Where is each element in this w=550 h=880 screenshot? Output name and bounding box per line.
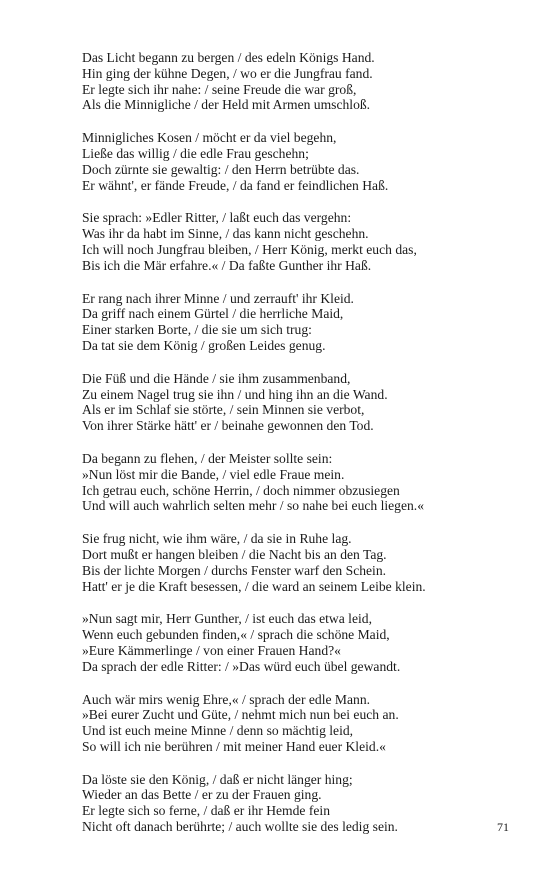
verse-line: Da begann zu flehen, / der Meister sollte sein: xyxy=(82,450,333,466)
stanza xyxy=(82,692,522,755)
stanza xyxy=(82,772,522,835)
verse-line: Die Füß und die Hände / sie ihm zusammenband, xyxy=(82,370,351,386)
verse-line: Er wähnt', er fände Freude, / da fand er feindlichen Haß. xyxy=(82,177,389,193)
verse-line: Da tat sie dem König / großen Leides genug. xyxy=(82,337,326,353)
page-number: 71 xyxy=(497,820,509,834)
stanza xyxy=(82,531,522,594)
verse-line: Zu einem Nagel trug sie ihn / und hing ihn an die Wand. xyxy=(82,386,388,402)
stanza xyxy=(82,130,522,193)
verse-line: Als die Minnigliche / der Held mit Armen umschloß. xyxy=(82,97,371,113)
verse-line: Wenn euch gebunden finden,« / sprach die schöne Maid, xyxy=(82,627,390,643)
verse-line: Hatt' er je die Kraft besessen, / die ward an seinem Leibe klein. xyxy=(82,578,426,594)
verse-line: Was ihr da habt im Sinne, / das kann nicht geschehn. xyxy=(82,226,369,242)
verse-line: Dort mußt er hangen bleiben / die Nacht bis an den Tag. xyxy=(82,546,387,562)
verse-line: Das Licht begann zu bergen / des edeln Königs Hand. xyxy=(82,50,375,65)
verse-line: Als er im Schlaf sie störte, / sein Minnen sie verbot, xyxy=(82,402,365,418)
verse-line: Da sprach der edle Ritter: / »Das würd euch übel gewandt. xyxy=(82,658,401,674)
verse-line: Und ist euch meine Minne / denn so mächtig leid, xyxy=(82,723,354,739)
verse-line: Auch wär mirs wenig Ehre,« / sprach der edle Mann. xyxy=(82,691,371,707)
verse-line: Ich getrau euch, schöne Herrin, / doch nimmer obzusiegen xyxy=(82,482,400,498)
verse-line: »Nun löst mir die Bande, / viel edle Fraue mein. xyxy=(82,466,345,482)
stanza xyxy=(82,50,522,113)
verse-line: Und will auch wahrlich selten mehr / so nahe bei euch liegen.« xyxy=(82,498,425,514)
verse-line: Er legte sich so ferne, / daß er ihr Hemde fein xyxy=(82,803,330,819)
verse-line: Von ihrer Stärke hätt' er / beinahe gewonnen den Tod. xyxy=(82,418,374,434)
verse-line: »Nun sagt mir, Herr Gunther, / ist euch das etwa leid, xyxy=(82,611,372,627)
stanza xyxy=(82,371,522,434)
stanza xyxy=(82,210,522,273)
verse-line: Bis ich die Mär erfahre.« / Da faßte Gunther ihr Haß. xyxy=(82,257,372,273)
verse-line: Er rang nach ihrer Minne / und zerrauft' ihr Kleid. xyxy=(82,290,354,306)
verse-line: Wieder an das Bette / er zu der Frauen ging. xyxy=(82,787,322,803)
verse-line: Ich will noch Jungfrau bleiben, / Herr König, merkt euch das, xyxy=(82,241,417,257)
verse-line: Minnigliches Kosen / möcht er da viel begehn, xyxy=(82,130,337,146)
stanza xyxy=(82,611,522,674)
verse-line: Da griff nach einem Gürtel / die herrliche Maid, xyxy=(82,306,344,322)
verse-line: Hin ging der kühne Degen, / wo er die Jungfrau fand. xyxy=(82,65,373,81)
verse-line: »Bei eurer Zucht und Güte, / nehmt mich nun bei euch an. xyxy=(82,707,399,723)
verse-line: Er legte sich ihr nahe: / seine Freude die war groß, xyxy=(82,81,357,97)
verse-line: Da löste sie den König, / daß er nicht länger hing; xyxy=(82,771,353,787)
verse-line: Doch zürnte sie gewaltig: / den Herrn betrübte das. xyxy=(82,161,360,177)
stanza xyxy=(82,291,522,354)
verse-line: So will ich nie berühren / mit meiner Hand euer Kleid.« xyxy=(82,738,386,754)
verse-line: Nicht oft danach berührte; / auch wollte sie des ledig sein. xyxy=(82,819,398,835)
verse-line: Bis der lichte Morgen / durchs Fenster warf den Schein. xyxy=(82,562,387,578)
poem-text xyxy=(82,50,522,852)
verse-line: Sie frug nicht, wie ihm wäre, / da sie in Ruhe lag. xyxy=(82,531,352,547)
verse-line: »Eure Kämmerlinge / von einer Frauen Hand?« xyxy=(82,642,341,658)
verse-line: Ließe das willig / die edle Frau geschehn; xyxy=(82,145,309,161)
stanza xyxy=(82,451,522,514)
verse-line: Einer starken Borte, / die sie um sich trug: xyxy=(82,322,312,338)
verse-line: Sie sprach: »Edler Ritter, / laßt euch das vergehn: xyxy=(82,210,352,226)
